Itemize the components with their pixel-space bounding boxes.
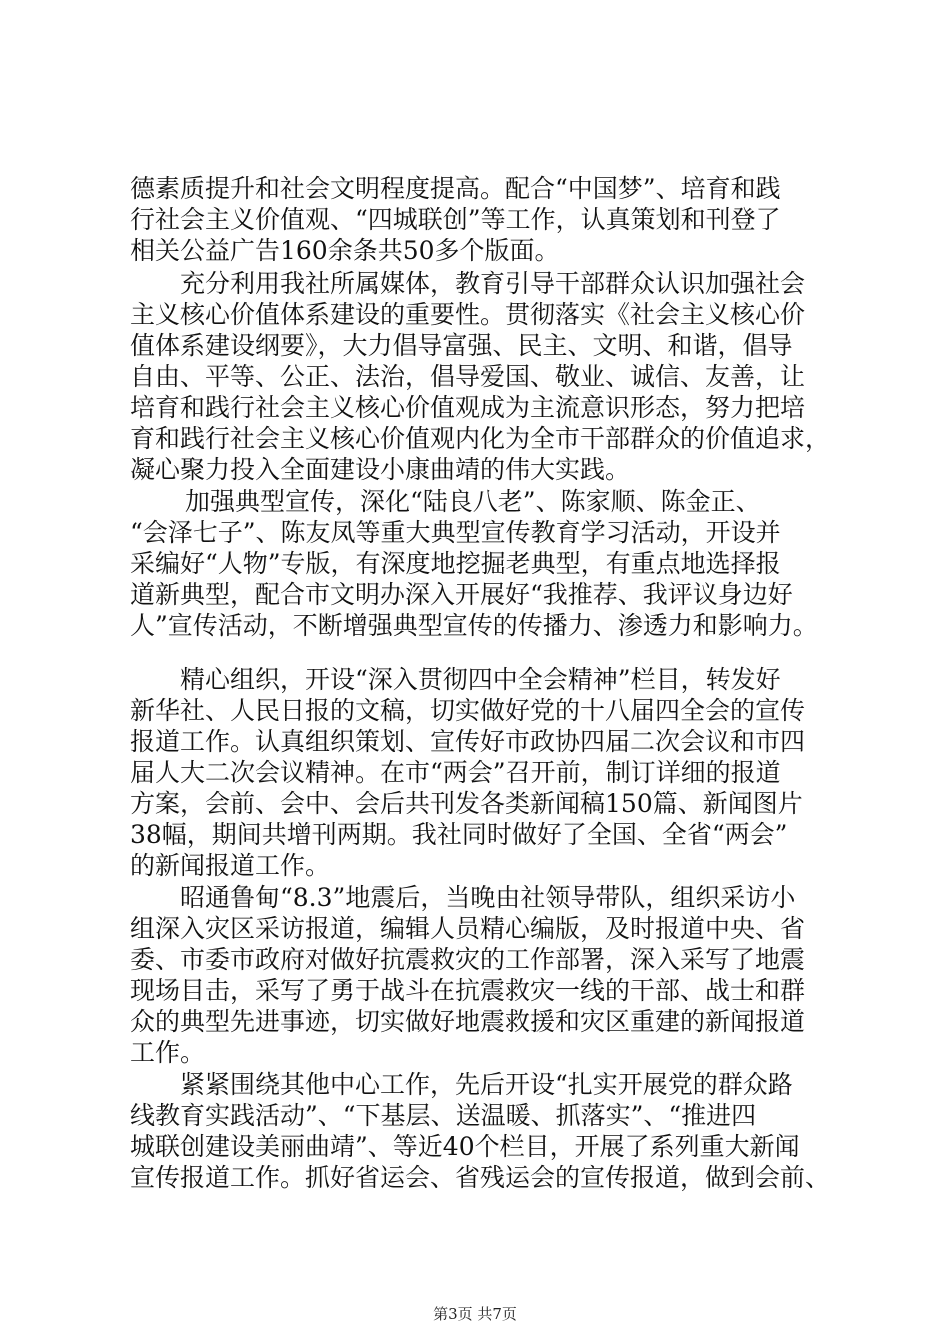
- text-line: 精心组织，开设“深入贯彻四中全会精神”栏目，转发好: [180, 665, 781, 694]
- text-line: 城联创建设美丽曲靖”、等近40个栏目，开展了系列重大新闻: [130, 1132, 800, 1161]
- text-line: 宣传报道工作。抓好省运会、省残运会的宣传报道，做到会前、: [130, 1163, 831, 1192]
- text-line: 自由、平等、公正、法治，倡导爱国、敬业、诚信、友善，让: [130, 362, 806, 391]
- text-line: 道新典型，配合市文明办深入开展好“我推荐、我评议身边好: [130, 580, 793, 609]
- text-line: 组深入灾区采访报道，编辑人员精心编版，及时报道中央、省: [130, 914, 806, 943]
- text-line: 育和践行社会主义核心价值观内化为全市干部群众的价值追求，: [130, 424, 831, 453]
- text-line: 采编好“人物”专版，有深度地挖掘老典型，有重点地选择报: [130, 549, 781, 578]
- text-line: 的新闻报道工作。: [130, 851, 331, 880]
- text-line: “会泽七子”、陈友凤等重大典型宣传教育学习活动，开设并: [130, 518, 781, 547]
- text-line: 昭通鲁甸“8.3”地震后，当晚由社领导带队，组织采访小: [180, 883, 796, 912]
- page-number-footer: 第3页 共7页: [433, 1305, 517, 1323]
- text-line: 紧紧围绕其他中心工作，先后开设“扎实开展党的群众路: [180, 1070, 793, 1099]
- text-line: 新华社、人民日报的文稿，切实做好党的十八届四全会的宣传: [130, 696, 806, 725]
- text-line: 培育和践行社会主义核心价值观成为主流意识形态，努力把培: [130, 393, 806, 422]
- text-line: 委、市委市政府对做好抗震救灾的工作部署，深入采写了地震: [130, 945, 806, 974]
- text-line: 相关公益广告160余条共50多个版面。: [130, 236, 560, 265]
- text-line: 凝心聚力投入全面建设小康曲靖的伟大实践。: [130, 455, 631, 484]
- text-line: 报道工作。认真组织策划、宣传好市政协四届二次会议和市四: [130, 727, 806, 756]
- text-line: 加强典型宣传，深化“陆良八老”、陈家顺、陈金正、: [185, 487, 761, 516]
- text-line: 值体系建设纲要》，大力倡导富强、民主、文明、和谐，倡导: [130, 331, 793, 360]
- text-line: 行社会主义价值观、“四城联创”等工作，认真策划和刊登了: [130, 205, 781, 234]
- text-line: 众的典型先进事迹，切实做好地震救援和灾区重建的新闻报道: [130, 1007, 806, 1036]
- text-line: 38幅，期间共增刊两期。我社同时做好了全国、全省“两会”: [130, 820, 788, 849]
- text-line: 届人大二次会议精神。在市“两会”召开前，制订详细的报道: [130, 758, 781, 787]
- text-line: 主义核心价值体系建设的重要性。贯彻落实《社会主义核心价: [130, 300, 806, 329]
- text-line: 工作。: [130, 1038, 206, 1067]
- text-line: 方案，会前、会中、会后共刊发各类新闻稿150篇、新闻图片: [130, 789, 803, 818]
- text-line: 现场目击，采写了勇于战斗在抗震救灾一线的干部、战士和群: [130, 976, 806, 1005]
- text-line: 线教育实践活动”、“下基层、送温暖、抓落实”、“推进四: [130, 1101, 757, 1130]
- text-line: 德素质提升和社会文明程度提高。配合“中国梦”、培育和践: [130, 174, 781, 203]
- text-line: 充分利用我社所属媒体，教育引导干部群众认识加强社会: [180, 269, 806, 298]
- text-line: 人”宣传活动，不断增强典型宣传的传播力、渗透力和影响力。: [130, 611, 818, 640]
